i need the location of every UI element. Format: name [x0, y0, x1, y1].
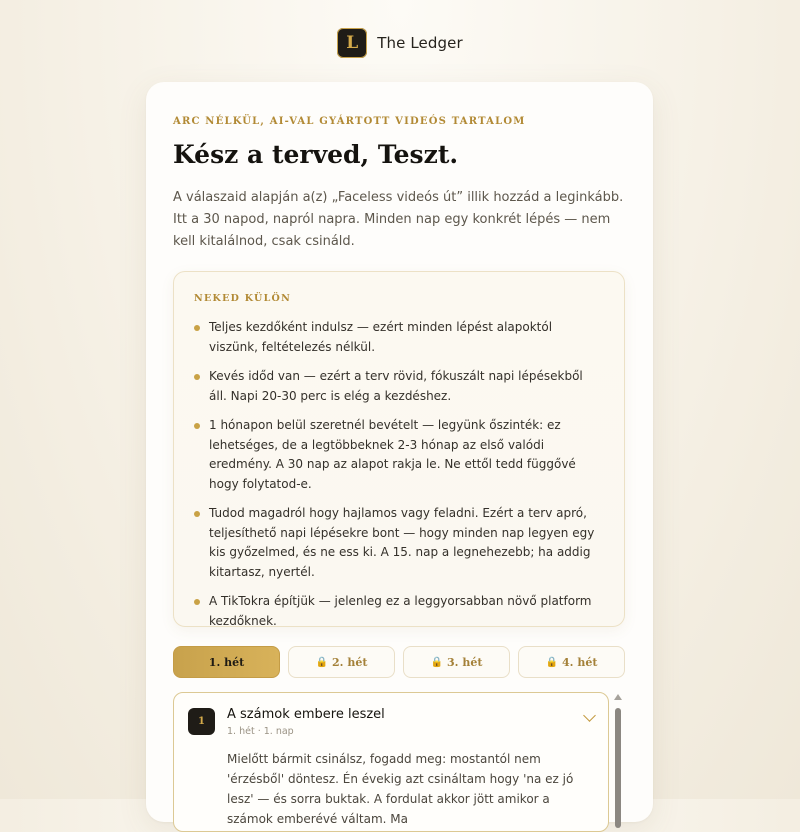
tab-week-4[interactable] [518, 646, 625, 678]
lock-icon: 🔒 [545, 656, 559, 668]
brand-header [0, 28, 800, 58]
brand-logo[interactable]: L [337, 28, 367, 58]
list-item: A TikTokra építjük — jelenleg ez a leggyorsabban növő platform kezdőknek. [194, 592, 599, 631]
list-item: Kevés időd van — ezért a terv rövid, fókuszált napi lépésekből áll. Napi 20-30 perc is elég a kezdéshez. [194, 367, 599, 406]
lock-icon: 🔒 [315, 656, 329, 668]
personal-notes-list [194, 318, 599, 641]
chevron-down-icon[interactable] [583, 709, 596, 722]
brand-name[interactable]: The Ledger [377, 34, 463, 52]
bullet-dot-icon [194, 374, 200, 380]
week-tabs [173, 646, 625, 678]
bullet-dot-icon [194, 511, 200, 517]
bullet-dot-icon [194, 423, 200, 429]
tab-week-3[interactable] [403, 646, 510, 678]
tab-label: 1. hét [208, 655, 245, 669]
day-number-badge: 1 [188, 708, 215, 735]
day-title: A számok embere leszel [227, 707, 385, 722]
tab-label: 2. hét [332, 655, 368, 669]
scrollbar-thumb[interactable] [615, 708, 621, 828]
plan-card [146, 82, 653, 826]
bullet-dot-icon [194, 599, 200, 605]
personal-notes-box [173, 271, 625, 627]
tab-week-2[interactable] [288, 646, 395, 678]
list-item: Teljes kezdőként indulsz — ezért minden lépést alapoktól viszünk, feltételezés nélkül. [194, 318, 599, 357]
day-body: Mielőtt bármit csinálsz, fogadd meg: mostantól nem 'érzésből' döntesz. Én évekig azt csináltam hogy 'na ez jó lesz' — és sorra buktak. A fordulat akkor jött amikor a számok emberévé váltam. Ma [227, 752, 574, 826]
list-item: Tudod magadról hogy hajlamos vagy feladni. Ezért a terv apró, teljesíthető napi lépésekre bont — hogy minden nap legyen egy kis győzelmed, és ne ess ki. A 15. nap a legnehezebb; ha addig kitartasz, nyertél. [194, 504, 599, 582]
tab-week-1[interactable] [173, 646, 280, 678]
page-title: Kész a terved, Teszt. [173, 140, 459, 169]
tab-label: 3. hét [447, 655, 483, 669]
lock-icon: 🔒 [430, 656, 444, 668]
plan-kicker: ARC NÉLKÜL, AI-VAL GYÁRTOTT VIDEÓS TARTALOM [173, 116, 526, 127]
day-subtitle: 1. hét · 1. nap [227, 726, 294, 737]
tab-label: 4. hét [562, 655, 598, 669]
scroll-up-arrow-icon[interactable] [614, 694, 622, 700]
list-item: 1 hónapon belül szeretnél bevételt — legyünk őszinték: ez lehetséges, de a legtöbbeknek 2-3 hónap az első valódi eredmény. A 30 nap az alapot rakja le. Ne ettől tedd függővé hogy folytatod-e. [194, 416, 599, 494]
personal-notes-label: NEKED KÜLÖN [194, 293, 292, 304]
day-card[interactable] [173, 692, 609, 832]
plan-intro: A válaszaid alapján a(z) „Faceless videós út” illik hozzád a leginkább. Itt a 30 napod, napról napra. Minden nap egy konkrét lépés — nem kell kitalálnod, csak csináld. [173, 190, 624, 249]
bullet-dot-icon [194, 325, 200, 331]
scrollbar[interactable] [614, 694, 622, 824]
